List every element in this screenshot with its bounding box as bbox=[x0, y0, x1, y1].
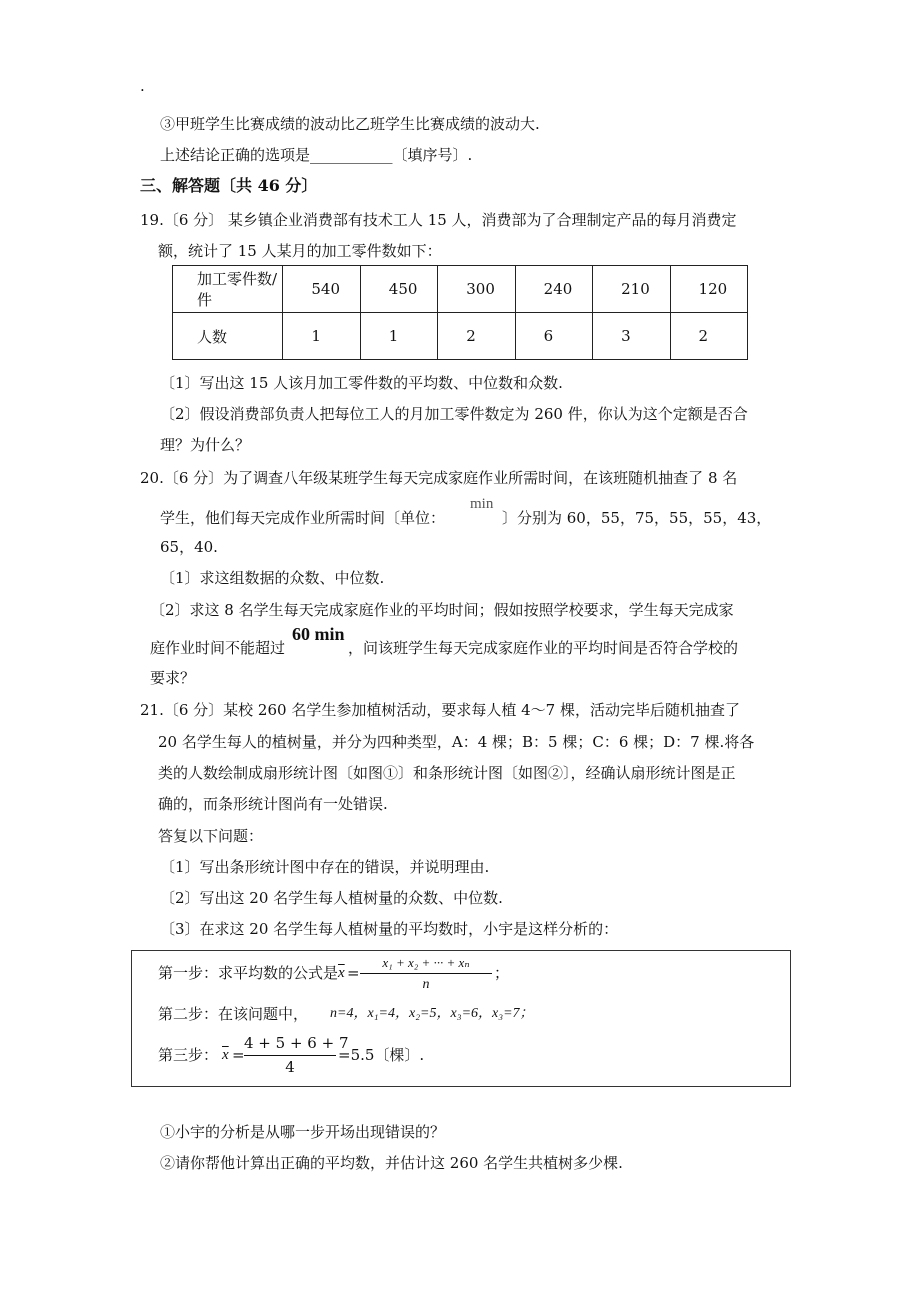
table-cell: 300 bbox=[438, 266, 515, 313]
table-cell: 2 bbox=[438, 313, 515, 360]
q21-sub2: ②请你帮他计算出正确的平均数，并估计这 260 名学生共植树多少棵. bbox=[160, 1154, 623, 1172]
q20-part2b-post: ，问该班学生每天完成家庭作业的平均时间是否符合学校的 bbox=[348, 639, 739, 657]
analysis-box bbox=[131, 950, 791, 1087]
q21-line2: 20 名学生每人的植树量，并分为四种类型，A：4 棵；B：5 棵；C：6 棵；D：7 棵.将各 bbox=[158, 733, 755, 751]
q20-line2b: 〕分别为 60，55，75，55，55，43， bbox=[502, 509, 772, 527]
step1-xbar: $\overline{x}$ bbox=[338, 965, 345, 981]
table-cell: 540 bbox=[283, 266, 360, 313]
table-row bbox=[173, 313, 748, 360]
step3-xbar: $\overline{x}$ bbox=[222, 1047, 229, 1063]
table-head-people: 人数 bbox=[173, 313, 283, 360]
step1-numerator: x₁ + x₂ + ··· + xₙ bbox=[382, 955, 470, 970]
step1-end: ； bbox=[494, 964, 510, 982]
q21-line1: 21.〔6 分〕某校 260 名学生参加植树活动，要求每人植 4～7 棵，活动完毕后随机抽查了 bbox=[140, 701, 740, 719]
table-cell: 240 bbox=[515, 266, 592, 313]
q19-table bbox=[172, 265, 748, 360]
stray-dot: . bbox=[140, 77, 145, 95]
q21-part2: 〔2〕写出这 20 名学生每人植树量的众数、中位数. bbox=[160, 889, 503, 907]
q20-part1: 〔1〕求这组数据的众数、中位数. bbox=[160, 569, 385, 587]
q20-line1: 20.〔6 分〕为了调查八年级某班学生每天完成家庭作业所需时间，在该班随机抽查了 8 名 bbox=[140, 469, 738, 487]
q21-part1: 〔1〕写出条形统计图中存在的错误，并说明理由. bbox=[160, 858, 490, 876]
table-row bbox=[173, 266, 748, 313]
step1-fraction bbox=[360, 953, 492, 993]
table-cell: 6 bbox=[515, 313, 592, 360]
q20-line2a: 学生，他们每天完成作业所需时间〔单位： bbox=[160, 509, 446, 527]
limit-60min-image: 60 min bbox=[292, 624, 345, 644]
section-3-title: 三、解答题〔共 46 分〕 bbox=[140, 176, 318, 195]
step3-eq: = bbox=[232, 1046, 245, 1064]
q18-item3: ③甲班学生比赛成绩的波动比乙班学生比赛成绩的波动大. bbox=[160, 115, 540, 133]
step3-denominator: 4 bbox=[285, 1058, 295, 1076]
q20-part2b-pre: 庭作业时间不能超过 bbox=[150, 639, 286, 657]
table-head-parts: 加工零件数/件 bbox=[173, 266, 283, 313]
table-cell: 2 bbox=[670, 313, 747, 360]
step1-label: 第一步：求平均数的公式是 bbox=[158, 964, 339, 982]
q19-part1: 〔1〕写出这 15 人该月加工零件数的平均数、中位数和众数. bbox=[160, 374, 563, 392]
q19-part2a: 〔2〕假设消费部负责人把每位工人的月加工零件数定为 260 件，你认为这个定额是否合 bbox=[160, 405, 748, 423]
step1-eq: = bbox=[347, 964, 360, 982]
q21-line4: 确的，而条形统计图尚有一处错误. bbox=[158, 795, 388, 813]
step1-denominator: n bbox=[422, 977, 430, 992]
table-cell: 3 bbox=[593, 313, 670, 360]
table-cell: 120 bbox=[670, 266, 747, 313]
q20-part2a: 〔2〕求这 8 名学生每天完成家庭作业的平均时间；假如按照学校要求，学生每天完成家 bbox=[150, 601, 734, 619]
step3-numerator: 4 + 5 + 6 + 7 bbox=[244, 1034, 349, 1052]
fraction-bar bbox=[244, 1055, 336, 1056]
q21-line3: 类的人数绘制成扇形统计图〔如图①〕和条形统计图〔如图②〕，经确认扇形统计图是正 bbox=[158, 764, 736, 782]
unit-min-image: min bbox=[470, 496, 494, 512]
table-cell: 450 bbox=[360, 266, 437, 313]
table-cell: 1 bbox=[360, 313, 437, 360]
q21-line5: 答复以下问题： bbox=[158, 827, 264, 845]
q19-part2b: 理？为什么？ bbox=[160, 436, 251, 454]
q20-line3: 65，40. bbox=[160, 538, 218, 556]
step2-values: n=4，x₁=4，x₂=5，x₃=6，x₃=7； bbox=[330, 1006, 534, 1021]
step2-label: 第二步：在该问题中， bbox=[158, 1005, 309, 1023]
step3-label: 第三步： bbox=[158, 1046, 219, 1064]
q21-part3: 〔3〕在求这 20 名学生每人植树量的平均数时，小宇是这样分析的： bbox=[160, 920, 619, 938]
q20-part2c: 要求？ bbox=[150, 669, 196, 687]
q21-sub1: ①小宇的分析是从哪一步开场出现错误的？ bbox=[160, 1123, 446, 1141]
table-cell: 210 bbox=[593, 266, 670, 313]
table-cell: 1 bbox=[283, 313, 360, 360]
fraction-bar bbox=[360, 973, 492, 974]
q19-line1: 19.〔6 分〕 某乡镇企业消费部有技术工人 15 人，消费部为了合理制定产品的每月消费定 bbox=[140, 211, 737, 229]
step3-fraction bbox=[244, 1033, 349, 1077]
q18-answer-line: 上述结论正确的选项是___________〔填序号〕. bbox=[160, 146, 473, 164]
q19-line2: 额，统计了 15 人某月的加工零件数如下： bbox=[158, 242, 442, 260]
step3-end: =5.5〔棵〕. bbox=[338, 1046, 425, 1064]
